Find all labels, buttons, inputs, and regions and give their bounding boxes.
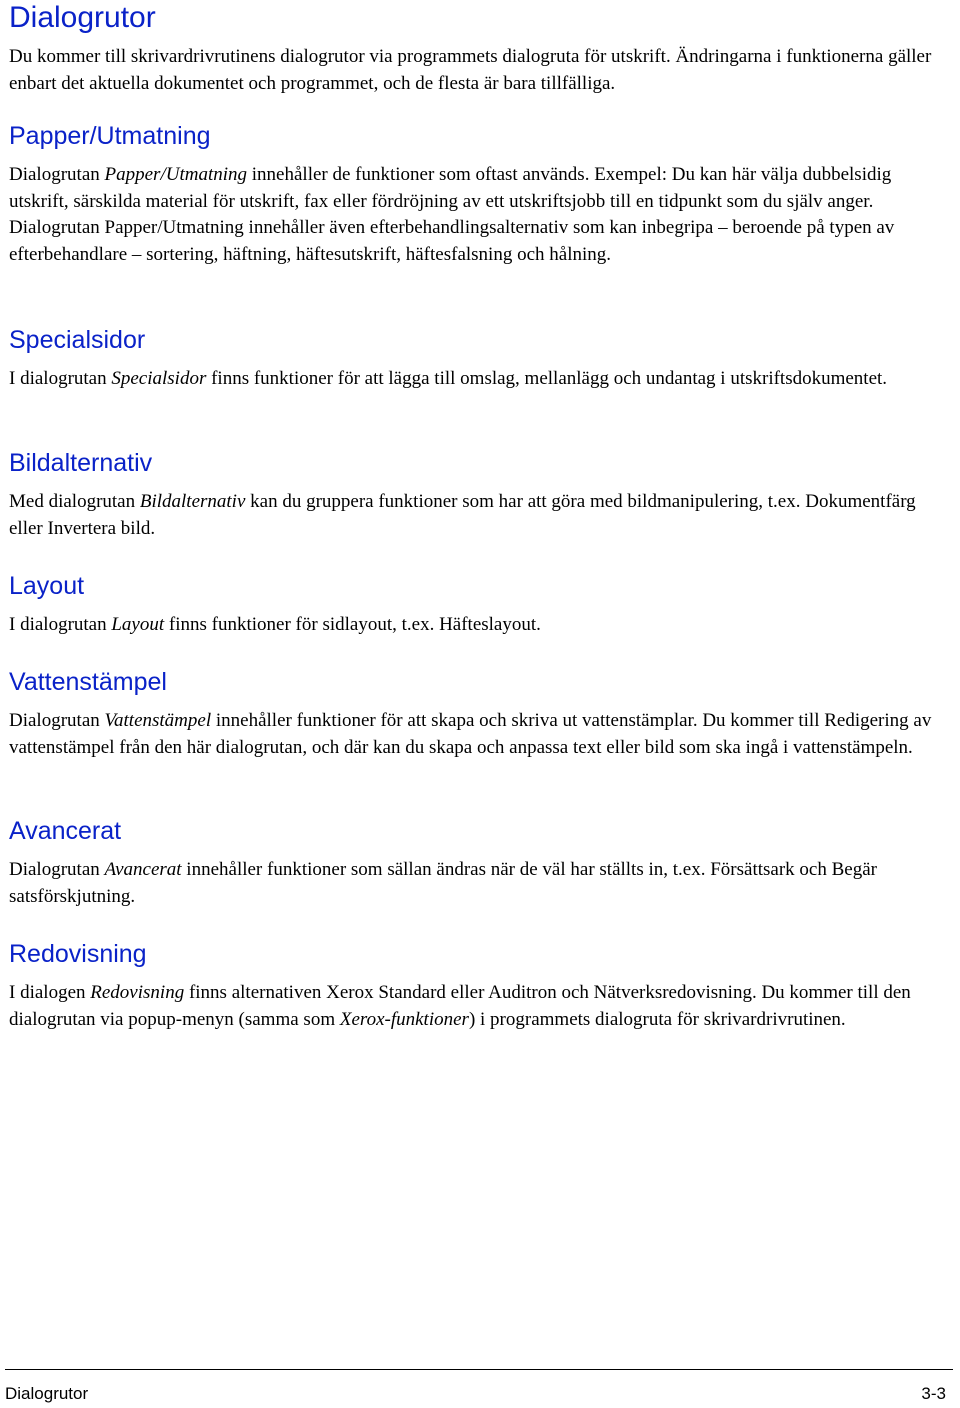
section-body: I dialogen Redovisning finns alternativen Xerox Standard eller Auditron och Nätverksredovisning. Du kommer till den dialogrutan via popup-menyn (samma som Xerox-funktioner) i programmets dialogruta för skrivardrivrutinen. <box>9 982 911 1030</box>
section-papper-utmatning <box>9 121 944 268</box>
section-heading: Layout <box>9 572 85 600</box>
page-footer <box>5 1383 946 1405</box>
section-body: Dialogrutan Avancerat innehåller funktioner som sällan ändras när de väl har ställts in, t.ex. Försättsark och Begär satsförskjutning. <box>9 859 877 907</box>
section-body: Dialogrutan Papper/Utmatning innehåller de funktioner som oftast används. Exempel: Du kan här välja dubbelsidig utskrift, särskilda material för utskrift, fax eller fördröjning av ett utskriftsjobb till en tidpunkt som du själv anger. Dialogrutan Papper/Utmatning innehåller även efterbehandlingsalternativ som kan inbegripa – beroende på typen av efterbehandlare – sortering, häftning, häftesutskrift, häftesfalsning och hålning. <box>9 164 895 265</box>
section-heading: Specialsidor <box>9 326 146 354</box>
footer-page-number: 3-3 <box>921 1384 946 1403</box>
footer-chapter-title: Dialogrutor <box>5 1384 89 1403</box>
section-heading: Redovisning <box>9 940 147 968</box>
section-specialsidor <box>9 325 944 393</box>
section-body: Dialogrutan Vattenstämpel innehåller funktioner för att skapa och skriva ut vattenstämplar. Du kommer till Redigering av vattenstämpel från den här dialogrutan, och där kan du skapa och anpassa text eller bild som ska ingå i vattenstämpeln. <box>9 710 932 758</box>
section-bildalternativ <box>9 448 944 542</box>
section-body: Med dialogrutan Bildalternativ kan du gruppera funktioner som har att göra med bildmanipulering, t.ex. Dokumentfärg eller Invertera bild. <box>9 491 916 539</box>
intro-paragraph: Du kommer till skrivardrivrutinens dialogrutor via programmets dialogruta för utskrift. Ändringarna i funktionerna gäller enbart det aktuella dokumentet och programmet, och de flesta är bara tillfälliga. <box>9 46 932 94</box>
section-heading: Bildalternativ <box>9 449 153 477</box>
page-title: Dialogrutor <box>9 1 156 34</box>
section-body: I dialogrutan Layout finns funktioner för sidlayout, t.ex. Häfteslayout. <box>9 614 541 635</box>
section-heading: Papper/Utmatning <box>9 122 211 150</box>
section-heading: Avancerat <box>9 817 122 845</box>
section-vattenstampel <box>9 667 944 761</box>
section-layout <box>9 571 944 639</box>
section-body: I dialogrutan Specialsidor finns funktioner för att lägga till omslag, mellanlägg och undantag i utskriftsdokumentet. <box>9 368 888 389</box>
section-heading: Vattenstämpel <box>9 668 167 696</box>
intro-section <box>9 44 944 97</box>
section-redovisning <box>9 939 944 1033</box>
section-avancerat <box>9 816 944 910</box>
footer-divider <box>5 1369 953 1370</box>
